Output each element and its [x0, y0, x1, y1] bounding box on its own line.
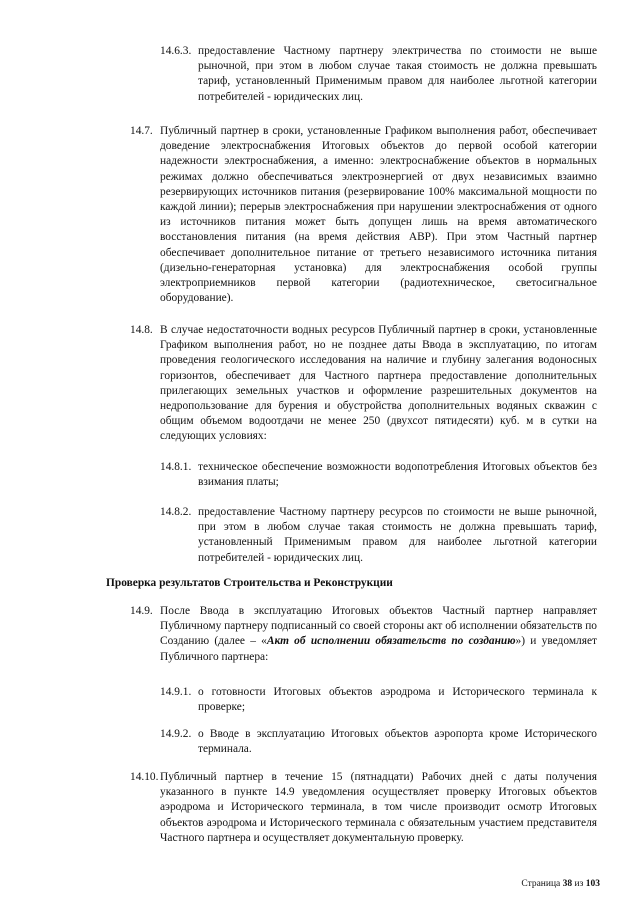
footer-prefix: Страница: [521, 879, 561, 889]
clause-number-14-9: 14.9.: [130, 605, 153, 617]
clause-number-14-8-2: 14.8.2.: [160, 506, 192, 518]
clause-14-7: Публичный партнер в сроки, установленные Графиком выполнения работ, обеспечивает доведение электроснабжения Итоговых объектов до первой особой категории надежности электроснабжения, а именно: электроснабжение объектов в нормальных режимах должно обеспечиваться электроэнергией от двух независимых взаимно резервирующих источников питания (резервирование 100% максимальной мощности по каждой линии); перерыв электроснабжения при нарушении электроснабжения от одного из источников питания может быть допущен лишь на время автоматического восстановления питания (на время действия АВР). При этом Частный партнер обеспечивает дополнительное питание от третьего независимого источника питания (дизельно-генераторная установка) для электроснабжения особой группы электроприемников первой категории (радиотехническое, светосигнальное оборудование).: [160, 125, 597, 305]
defined-term: Акт об исполнении обязательств по созданию: [266, 635, 516, 648]
clause-14-9: [160, 604, 597, 665]
clause-14-6-3: предоставление Частному партнеру электричества по стоимости не выше рыночной, при этом в любом случае такая стоимость не должна превышать тариф, установленный Применимым правом для наиболее льготной категории потребителей - юридических лиц.: [198, 45, 597, 103]
clause-14-9-2: о Вводе в эксплуатацию Итоговых объектов аэропорта кроме Исторического терминала.: [198, 728, 597, 756]
clause-14-8: В случае недостаточности водных ресурсов Публичный партнер в сроки, установленные Графиком выполнения работ, но не позднее даты Ввода в эксплуатацию, по итогам проведения геологического исследования на наличие и глубину залегания водоносных горизонтов, обеспечивает для Частного партнера предоставление дополнительных прилегающих земельных участков и оформление разрешительных документов на недропользование для бурения и обустройства дополнительных водяных скважин с общим объемом водоотдачи не менее 250 (двухсот пятидесяти) куб. м в сутки на следующих условиях:: [160, 324, 597, 443]
clause-number-14-9-2: 14.9.2.: [160, 728, 192, 740]
clause-number-14-7: 14.7.: [130, 125, 153, 137]
page-total: 103: [585, 879, 600, 889]
clause-14-9-text-a: После Ввода в эксплуатацию Итоговых объектов Частный партнер направляет Публичному партнеру подписанный со своей стороны акт об исполнении обязательств по Созданию (далее – «: [160, 605, 597, 648]
clause-number-14-8: 14.8.: [130, 324, 153, 336]
section-heading: Проверка результатов Строительства и Реконструкции: [106, 577, 393, 589]
clause-14-8-2: предоставление Частному партнеру ресурсов по стоимости не выше рыночной, при этом в любом случае такая стоимость не должна превышать тариф, установленный Применимым правом для наиболее льготной категории потребителей - юридических лиц.: [198, 506, 597, 564]
page-footer: [521, 878, 600, 890]
clause-14-10: Публичный партнер в течение 15 (пятнадцати) Рабочих дней с даты получения указанного в пункте 14.9 уведомления осуществляет проверку Итоговых объектов аэродрома и Исторического терминала, в том числе производит осмотр Итоговых объектов аэродрома и Исторического терминала с обязательным участием представителя Частного партнера и осуществляет документальную проверку.: [160, 771, 597, 844]
clause-14-9-1: о готовности Итоговых объектов аэродрома и Исторического терминала к проверке;: [198, 686, 597, 714]
clause-14-9-text-b: ») и уведомляет Публичного партнера:: [160, 635, 597, 663]
page-number: 38: [562, 879, 573, 889]
clause-number-14-8-1: 14.8.1.: [160, 461, 192, 473]
footer-of: из: [574, 879, 584, 889]
clause-14-8-1: техническое обеспечение возможности водопотребления Итоговых объектов без взимания платы;: [198, 461, 597, 489]
clause-number-14-6-3: 14.6.3.: [160, 45, 192, 57]
clause-number-14-9-1: 14.9.1.: [160, 686, 192, 698]
clause-number-14-10: 14.10.: [130, 771, 159, 783]
